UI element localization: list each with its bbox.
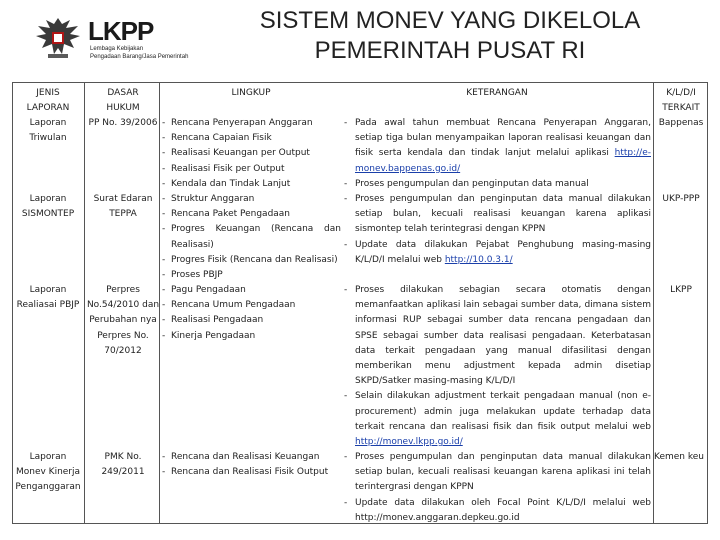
- note-text: Pada awal tahun membuat Rencana Penyerapan Anggaran, setiap tiga bulan menyampaikan laporan realisasi keuangan dan fisik serta kendala dan tindak lanjut melalui aplikasi: [355, 118, 651, 159]
- kld-text: Kemen keu: [654, 452, 704, 462]
- header-dasar: [86, 86, 160, 116]
- list-item: - Progres Fisik (Rencana dan Realisasi): [161, 253, 341, 268]
- header-text: K/L/D/I: [666, 88, 696, 98]
- list-item: - Progres Keuangan (Rencana dan Realisasi): [161, 222, 341, 252]
- header-keterangan: KETERANGAN: [466, 88, 528, 98]
- logo-text: LKPP: [88, 16, 154, 46]
- list-item: - Update data dilakukan oleh Focal Point K/L/D/I melalui web http://monev.anggaran.depkeu.go.id: [343, 496, 651, 526]
- header-text: TERKAIT: [662, 103, 700, 114]
- list-item: [343, 116, 651, 177]
- list-item: - Realisasi Pengadaan: [161, 313, 341, 328]
- column-divider: [84, 83, 85, 523]
- list-item: - Kinerja Pengadaan: [161, 329, 341, 344]
- row4-jenis: Laporan Monev Kinerja Penganggaran: [15, 452, 81, 493]
- row3-dasar: Perpres No.54/2010 dan Perubahan nya Perpres No. 70/2012: [86, 285, 160, 356]
- row3-lingkup: [161, 283, 341, 344]
- row1-keterangan: [343, 116, 651, 192]
- list-item: - Rencana Capaian Fisik: [161, 131, 341, 146]
- header-text: DASAR: [107, 88, 139, 98]
- list-item: - Realisasi Fisik per Output: [161, 162, 341, 177]
- garuda-emblem-icon: [30, 12, 86, 62]
- row4-lingkup: [161, 450, 341, 480]
- header-jenis: [14, 86, 82, 116]
- row2-lingkup: [161, 192, 341, 283]
- list-item: - Proses pengumpulan dan penginputan data manual dilakukan setiap bulan, kecuali realisasi keuangan karena aplikasi ini telah terintergrasi dengan KPPN: [343, 450, 651, 496]
- row1-lingkup: [161, 116, 341, 192]
- row4-dasar: PMK No. 249/2011: [101, 452, 145, 478]
- list-item: [343, 389, 651, 450]
- row2-keterangan: [343, 192, 651, 268]
- row3-jenis: Laporan Realiasai PBJP: [16, 285, 80, 311]
- row3-kld: LKPP: [670, 285, 692, 295]
- list-item: - Rencana Paket Pengadaan: [161, 207, 341, 222]
- row2-dasar: Surat Edaran TEPPA: [93, 194, 153, 220]
- monev-table: [12, 82, 708, 524]
- header-text: JENIS: [36, 88, 60, 98]
- page-title: [200, 6, 700, 66]
- list-item: - Struktur Anggaran: [161, 192, 341, 207]
- list-item: - Proses pengumpulan dan penginputan data manual dilakukan setiap bulan, kecuali realisasi keuangan karena aplikasi sismontep telah terintegrasi dengan KPPN: [343, 192, 651, 238]
- title-line-2: PEMERINTAH PUSAT RI: [314, 37, 586, 64]
- row3-keterangan: [343, 283, 651, 450]
- list-item: - Realisasi Keuangan per Output: [161, 146, 341, 161]
- note-text: Update data dilakukan Pejabat Penghubung masing-masing K/L/D/I melalui web: [355, 239, 651, 265]
- monev-lkpp-link[interactable]: http://monev.lkpp.go.id/: [355, 437, 463, 448]
- row4-keterangan: [343, 450, 651, 526]
- list-item: - Pagu Pengadaan: [161, 283, 341, 298]
- row1-dasar: PP No. 39/2006: [88, 118, 158, 128]
- row2-jenis: Laporan SISMONTEP: [21, 194, 75, 220]
- header-text: HUKUM: [106, 103, 140, 114]
- list-item: - Proses PBJP: [161, 268, 341, 283]
- list-item: - Rencana dan Realisasi Fisik Output: [161, 465, 341, 480]
- list-item: [343, 238, 651, 268]
- list-item: - Proses dilakukan sebagian secara otomatis dengan memanfaatkan aplikasi lain sebagai sumber data, dimana sistem informasi RUP sebagai sumber data rencana pengadaan dan SPSE sebagai sumber data realisasi pengadaan. Keterbatasan data terkait pengadaan yang manual difasilitasi dengan memberikan menu adjustment kepada admin disetiap SKPD/Satker masing-masing K/L/D/I: [343, 283, 651, 389]
- header-lingkup: LINGKUP: [231, 88, 271, 98]
- list-item: - Rencana dan Realisasi Keuangan: [161, 450, 341, 465]
- emonev-link[interactable]: http://e-monev.bappenas.go.id/: [355, 148, 651, 174]
- row4-kld: [654, 450, 708, 465]
- row1-jenis: Laporan Triwulan: [29, 118, 67, 144]
- row2-kld: UKP-PPP: [662, 194, 700, 204]
- lkpp-logo: [30, 12, 189, 62]
- header-text: LAPORAN: [26, 103, 70, 114]
- list-item: - Proses pengumpulan dan penginputan data manual: [343, 177, 651, 192]
- title-line-1: SISTEM MONEV YANG DIKELOLA: [259, 7, 641, 34]
- logo-subtitle-1: Lembaga Kebijakan: [90, 46, 144, 52]
- logo-subtitle-2: Pengadaan Barang/Jasa Pemerintah: [90, 54, 189, 60]
- sismontep-link[interactable]: http://10.0.3.1/: [444, 254, 513, 265]
- list-item: - Rencana Penyerapan Anggaran: [161, 116, 341, 131]
- row1-kld: Bappenas: [658, 118, 704, 128]
- list-item: - Rencana Umum Pengadaan: [161, 298, 341, 313]
- list-item: - Kendala dan Tindak Lanjut: [161, 177, 341, 192]
- header-kld: [654, 86, 708, 116]
- note-text: Selain dilakukan adjustment terkait pengadaan manual (non e-procurement) admin juga melakukan update terhadap data terkait rencana dan realisasi fisik dan fisik output melalui web: [355, 391, 651, 432]
